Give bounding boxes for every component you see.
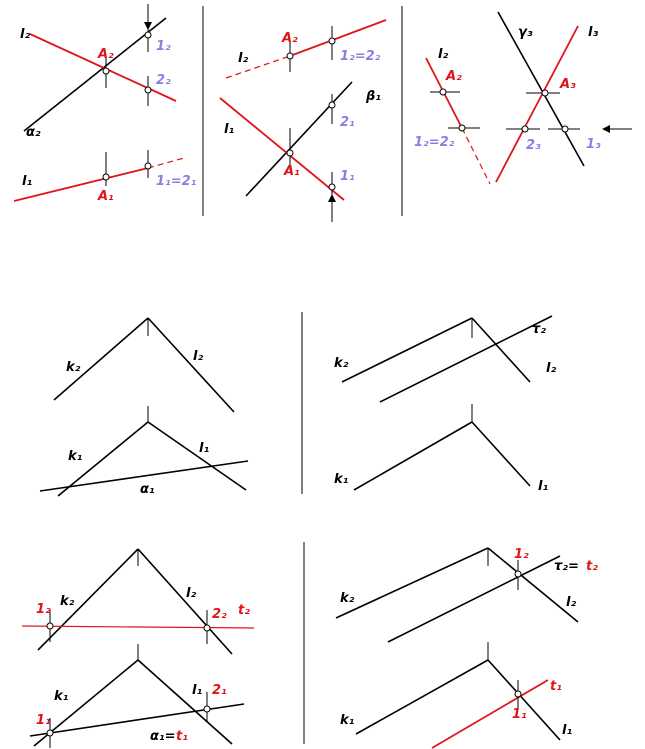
label-l2: l₂ [193,349,204,364]
point-22 [204,625,210,631]
point-a3 [542,90,548,96]
line-tau2 [388,556,560,642]
panel-bot-1 [22,549,254,748]
panel-mid-1 [40,318,248,497]
label-l1: l₁ [562,723,573,738]
panel-top-1 [14,4,197,204]
point-a2 [287,53,293,59]
panel-mid-2 [334,316,556,494]
line-l2-dashed [462,128,490,184]
label-k2: k₂ [334,356,349,371]
label-12-22: 1₂=2₂ [340,49,381,64]
panel-top-2 [220,20,386,222]
point-a2 [440,89,446,95]
label-t2: t₂ [238,603,250,618]
line-l2 [138,549,232,654]
label-t2: t₂ [586,559,598,574]
line-l1 [472,422,530,486]
point-12 [145,32,151,38]
point-23 [522,126,528,132]
label-t1: t₁ [176,729,188,744]
label-l2: l₂ [546,361,557,376]
label-a1: A₁ [284,164,300,179]
label-l2: l₂ [238,51,249,66]
label-a2: A₂ [98,47,114,62]
label-k1: k₁ [340,713,355,728]
line-l1 [220,98,344,200]
label-l1: l₁ [22,174,33,189]
label-11-21: 1₁=2₁ [156,174,197,189]
label-21: 2₁ [340,115,355,130]
line-l1 [14,168,148,201]
line-k2 [54,318,148,400]
line-k1 [354,422,472,490]
label-alpha2: α₂ [26,125,41,140]
label-12: 1₂ [36,602,51,617]
label-l2: l₂ [186,586,197,601]
label-11: 1₁ [340,169,355,184]
line-alpha1 [30,704,244,736]
label-22: 2₂ [212,607,227,622]
label-11: 1₁ [512,707,527,722]
label-a2: A₂ [446,69,462,84]
panel-top-3 [414,12,632,184]
label-k1: k₁ [68,449,83,464]
line-t2 [22,626,254,628]
label-21: 2₁ [212,683,227,698]
label-12: 1₂ [156,39,171,54]
point-a1 [287,150,293,156]
label-l1: l₁ [199,441,210,456]
line-l1-dashed [148,158,184,168]
label-beta1: β₁ [366,89,381,104]
line-l1 [148,422,246,490]
point-11 [47,730,53,736]
line-l2 [472,318,530,382]
label-a1: A₁ [98,189,114,204]
point-a1 [103,174,109,180]
label-k2: k₂ [340,591,355,606]
label-l1: l₁ [224,122,235,137]
point-12 [47,623,53,629]
line-l1 [488,660,560,740]
line-k2 [336,548,488,618]
label-l2: l₂ [566,595,577,610]
label-alpha1: α₁= [150,729,176,744]
label-t1: t₁ [550,679,562,694]
point-13 [562,126,568,132]
line-l2 [148,318,234,412]
label-k1: k₁ [54,689,69,704]
label-12: 1₂ [514,547,529,562]
line-tau2 [380,316,552,402]
label-23: 2₃ [526,138,541,153]
point-12 [515,571,521,577]
line-k2 [38,549,138,650]
line-l2-dashed [226,56,290,78]
label-k1: k₁ [334,472,349,487]
line-l3 [496,26,578,182]
label-11: 1₁ [36,713,51,728]
label-alpha1: α₁ [140,482,155,497]
label-l2: l₂ [438,47,449,62]
label-l1: l₁ [192,683,203,698]
label-tau2: τ₂ [532,322,546,337]
label-a3: A₃ [560,77,576,92]
line-k1 [356,660,488,734]
label-l1: l₁ [538,479,549,494]
point-a2 [103,68,109,74]
label-a2: A₂ [282,31,298,46]
line-k2 [342,318,472,382]
point-21 [329,102,335,108]
point-22 [145,87,151,93]
line-t1 [432,680,548,748]
point-11 [145,163,151,169]
panel-bot-2 [336,547,598,748]
label-l2: l₂ [20,27,31,42]
label-13: 1₃ [586,137,601,152]
label-12-22: 1₂=2₂ [414,135,455,150]
point-21 [204,706,210,712]
label-k2: k₂ [60,594,75,609]
point-12 [329,38,335,44]
point-11 [515,691,521,697]
label-k2: k₂ [66,360,81,375]
label-22: 2₂ [156,73,171,88]
label-tau2: τ₂= [554,559,579,574]
label-gamma3: γ₃ [518,25,533,40]
label-l3: l₃ [588,25,599,40]
point-11 [329,184,335,190]
point-12 [459,125,465,131]
line-l2 [30,34,176,101]
